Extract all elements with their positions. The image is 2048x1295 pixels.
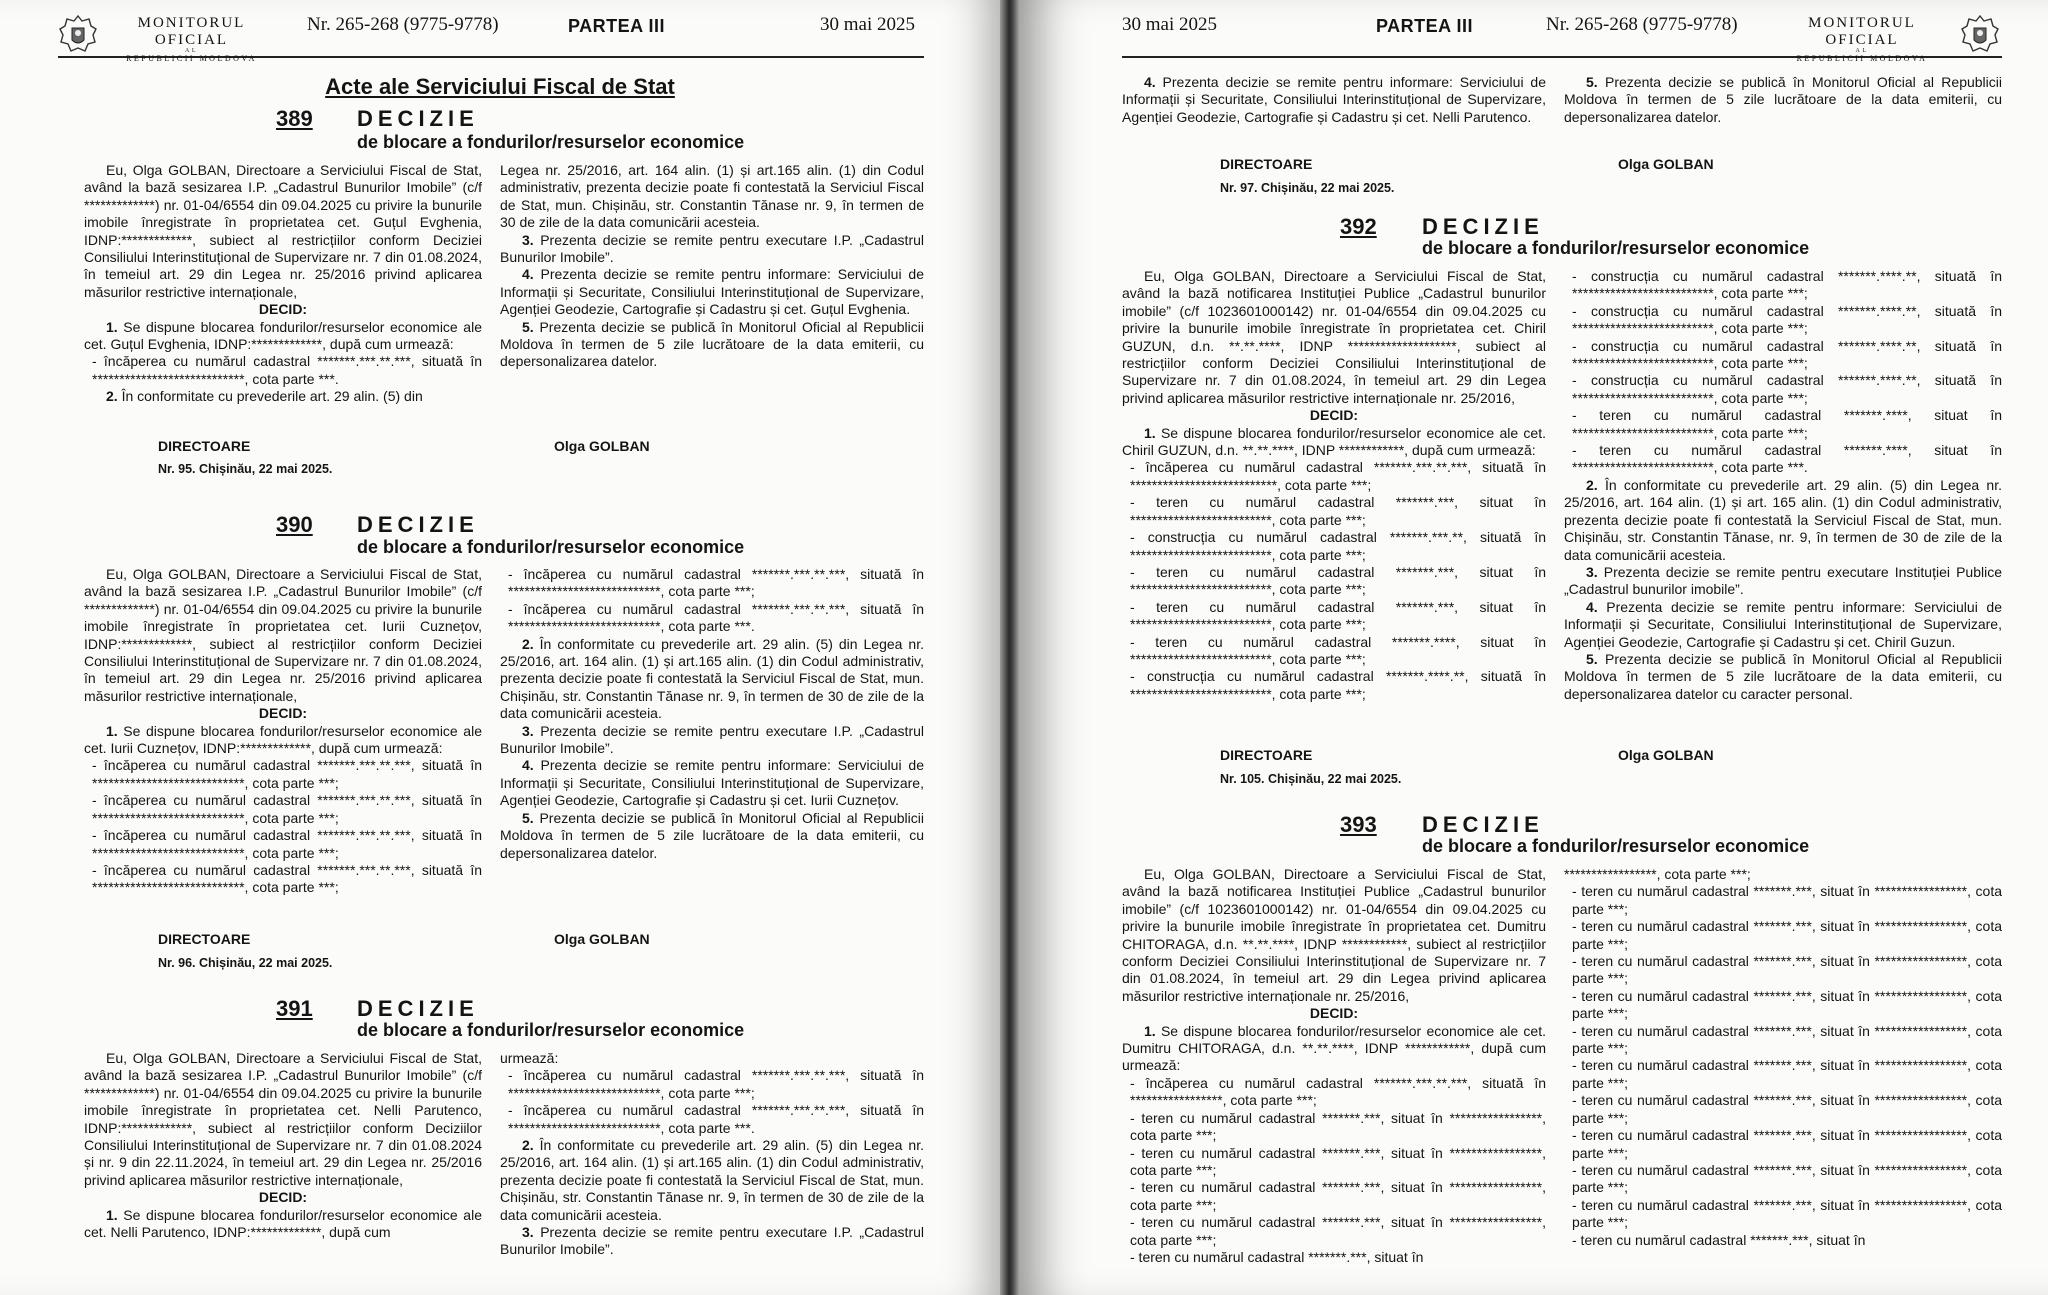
paragraph: Eu, Olga GOLBAN, Directoare a Serviciului Fiscal de Stat, având la bază sesizarea I.P. „Cadastrul Bunurilor Imobile” (c/f *************) nr. 01-04/6554 din 09.04.2025 cu privire la bunurile imobile înregistrate în proprietatea cet. Nelli Parutenco, IDNP:*************, subiect al restricțiilor conform Deciziilor Consiliului Interinstituțional de Supervizare nr. 7 din 01.08.2024 și nr. 9 din 22.11.2024, în temeiul art. 29 din Legea nr. 25/2016 privind aplicarea măsurilor restrictive internaționale, — [84, 1050, 482, 1188]
paragraph: urmează: — [500, 1050, 559, 1066]
list-item: - construcția cu numărul cadastral *******.****.**, situată în **************************, cota parte ***; — [1572, 302, 2002, 337]
part-label: PARTEA III — [568, 16, 666, 36]
decision-number: 389 — [276, 106, 313, 131]
decision-391-continuation-right — [1564, 74, 2002, 126]
list-item: - teren cu numărul cadastral *******.***, situat în **************************, cota parte ***; — [1130, 494, 1546, 528]
paragraph: 1. Se dispune blocarea fondurilor/resurselor economice ale cet. Dumitru CHITORAGA, d.n. **.**.****, IDNP ************, după cum urmează: — [1122, 1022, 1546, 1074]
decision-reference: Nr. 97. Chișinău, 22 mai 2025. — [1220, 181, 1395, 195]
list-item: - teren cu numărul cadastral *******.***, situat în *****************, cota parte ***; — [1572, 1022, 2002, 1057]
paragraph: 2. În conformitate cu prevederile art. 29 alin. (5) din Legea nr. 25/2016, art. 164 alin. (1) și art.165 alin. (1) din Codul administrativ, prezenta decizie poate fi contestată la Serviciul Fiscal de Stat, mun. Chișinău, str. Constantin Tănase nr. 9, în termen de 30 de zile de la data comunicării acesteia. — [500, 635, 924, 722]
list-item: - încăperea cu numărul cadastral *******.***.**.***, situată în ****************************, cota parte ***; — [92, 861, 482, 896]
decision-number: 392 — [1340, 214, 1377, 239]
decision-390-right-column — [500, 566, 924, 862]
paragraph: 5. Prezenta decizie se publică în Monitorul Oficial al Republicii Moldova în termen de 5 zile lucrătoare de la data emiterii, cu depersonalizarea datelor cu caracter personal. — [1564, 650, 2002, 702]
paragraph: 4. Prezenta decizie se remite pentru informare: Serviciului de Informații și Securitate, Consiliului Interinstituțional de Supervizare, Agenției Geodezie, Cartografie și Cadastru și cet. Iurii Cuznețov. — [500, 757, 924, 809]
list-item: - încăperea cu numărul cadastral *******.***.**.***, situată în ****************************, cota parte ***; — [92, 827, 482, 861]
decision-title: DECIZIE — [1422, 214, 1544, 239]
list-item: - încăperea cu numărul cadastral *******.***.**.***, situată în ****************************, cota parte ***. — [508, 600, 924, 635]
list-item: - teren cu numărul cadastral *******.***, situat în *****************, cota parte ***; — [1130, 1144, 1546, 1178]
signatory-role: DIRECTOARE — [1220, 156, 1313, 172]
list-item: - construcția cu numărul cadastral *******.****.**, situată în **************************, cota parte ***; — [1572, 268, 2002, 302]
decision-subtitle: de blocare a fondurilor/resurselor economice — [357, 1020, 745, 1040]
list-item: - teren cu numărul cadastral *******.***, situat în *****************, cota parte ***; — [1572, 1092, 2002, 1126]
decid-heading: DECID: — [258, 301, 308, 318]
list-item: - încăperea cu numărul cadastral *******.***.**.***, situată în ****************************, cota parte ***; — [508, 1067, 924, 1101]
list-item: - teren cu numărul cadastral *******.****, situat în **************************, cota parte ***. — [1572, 442, 2002, 476]
signatory-name: Olga GOLBAN — [554, 438, 650, 454]
paragraph: 3. Prezenta decizie se remite pentru executare I.P. „Cadastrul Bunurilor Imobile”. — [500, 722, 924, 757]
decision-reference: Nr. 96. Chișinău, 22 mai 2025. — [158, 956, 333, 970]
decision-title: DECIZIE — [357, 996, 479, 1021]
decision-number: 393 — [1340, 812, 1377, 837]
masthead-brand — [104, 15, 279, 63]
issue-number: Nr. 265-268 (9775-9778) — [307, 14, 499, 35]
decision-391-left-column — [84, 1050, 482, 1241]
paragraph: 2. În conformitate cu prevederile art. 29 alin. (5) din — [106, 388, 423, 405]
paragraph: 4. Prezenta decizie se remite pentru informare: Serviciului de Informații și Securitate, Consiliului Interinstituțional de Supervizare, Agenției Geodezie, Cartografie și Cadastru și cet. Nelli Parutenco. — [1122, 74, 1546, 125]
brand-sub: REPUBLICII MOLDOVA — [126, 53, 257, 63]
list-item: - teren cu numărul cadastral *******.***, situat în *****************, cota parte ***; — [1572, 987, 2002, 1022]
paragraph: 1. Se dispune blocarea fondurilor/resurselor economice ale cet. Nelli Parutenco, IDNP:*************, după cum — [84, 1206, 482, 1241]
paragraph: Eu, Olga GOLBAN, Directoare a Serviciului Fiscal de Stat, având la bază sesizarea I.P. „Cadastrul Bunurilor Imobile” (c/f *************) nr. 01-04/6554 din 09.04.2025 cu privire la bunurile imobile înregistrate în proprietatea cet. Iurii Cuznețov, IDNP:*************, subiect al restricțiilor conform Deciziei Consiliului Interinstituțional de Supervizare nr. 7 din 01.08.2024, în temeiul art. 29 din Legea nr. 25/2016 privind aplicarea măsurilor restrictive internaționale, — [84, 566, 482, 704]
list-item: - teren cu numărul cadastral *******.***, situat în — [1572, 1231, 1866, 1248]
brand-al: AL — [185, 48, 198, 54]
paragraph: 2. În conformitate cu prevederile art. 29 alin. (5) din Legea nr. 25/2016, art. 164 alin. (1) și art.165 alin. (1) din Codul administrativ, prezenta decizie poate fi contestată la Serviciul Fiscal de Stat, mun. Chișinău, str. Constantin Tănase nr. 9, în termen de 30 de zile de la data comunicării acesteia. — [500, 1137, 924, 1223]
brand-al: AL — [1855, 48, 1869, 54]
decid-heading: DECID: — [1309, 407, 1359, 424]
decision-393-left-column — [1122, 866, 1546, 1266]
list-item: - teren cu numărul cadastral *******.***, situat în *****************, cota parte ***; — [1572, 1127, 2002, 1161]
brand-main: MONITORUL OFICIAL — [1808, 15, 1916, 48]
decision-title: DECIZIE — [357, 106, 479, 131]
signatory-name: Olga GOLBAN — [1618, 747, 1714, 763]
decid-heading: DECID: — [1309, 1005, 1359, 1022]
issue-date: 30 mai 2025 — [1122, 14, 1217, 35]
list-item: - construcția cu numărul cadastral *******.***.**, situată în **************************, cota parte ***; — [1130, 529, 1546, 563]
decision-subtitle: de blocare a fondurilor/resurselor economice — [357, 537, 745, 557]
coat-of-arms-icon — [58, 12, 98, 58]
decid-heading: DECID: — [258, 705, 308, 722]
decision-393-right-column — [1564, 866, 2002, 1249]
list-item: - teren cu numărul cadastral *******.***, situat în **************************, cota parte ***; — [1130, 598, 1546, 633]
decision-number: 391 — [276, 996, 313, 1021]
paragraph: 2. În conformitate cu prevederile art. 29 alin. (5) din Legea nr. 25/2016, art. 164 alin. (1) și art. 165 alin. (1) din Codul administrativ, prezenta decizie poate fi contestată la Serviciul Fiscal de Stat, mun. Chișinău, str. Constantin Tănase, nr. 9, în termen de 30 de zile de la data comunicării acesteia. — [1564, 476, 2002, 563]
list-item: - teren cu numărul cadastral *******.***, situat în *****************, cota parte ***; — [1130, 1214, 1546, 1248]
decid-heading: DECID: — [258, 1189, 308, 1206]
paragraph: Eu, Olga GOLBAN, Directoare a Serviciului Fiscal de Stat, având la bază notificarea Instituției Publice „Cadastrul bunurilor imobile” (c/f 1023601000142) nr. 01-04/6554 din 09.04.2025 cu privire la bunurile imobile înregistrate în proprietatea cet. Chiril GUZUN, d.n. **.**.****, IDNP ********************, subiect al restricțiilor conform Deciziei Consiliului Interinstituțional de Supervizare nr. 7 din 01.08.2024, în temeiul art. 29 din Legea privind aplicarea măsurilor restrictive internaționale nr. 25/2016, — [1122, 268, 1546, 406]
paragraph: 1. Se dispune blocarea fondurilor/resurselor economice ale cet. Iurii Cuznețov, IDNP:*************, după cum urmează: — [84, 722, 482, 757]
signatory-name: Olga GOLBAN — [554, 931, 650, 947]
paragraph: *****************, cota parte ***; — [1564, 866, 1751, 882]
list-item: - teren cu numărul cadastral *******.***, situat în *****************, cota parte ***; — [1572, 883, 2002, 917]
decision-reference: Nr. 95. Chișinău, 22 mai 2025. — [158, 462, 333, 476]
list-item: - construcția cu numărul cadastral *******.****.**, situată în **************************, cota parte ***; — [1572, 337, 2002, 372]
paragraph: 5. Prezenta decizie se publică în Monitorul Oficial al Republicii Moldova în termen de 5 zile lucrătoare de la data emiterii, cu depersonalizarea datelor. — [500, 318, 924, 370]
decision-subtitle: de blocare a fondurilor/resurselor economice — [357, 132, 745, 152]
list-item: - teren cu numărul cadastral *******.***, situat în *****************, cota parte ***; — [1572, 1161, 2002, 1196]
paragraph: Eu, Olga GOLBAN, Directoare a Serviciului Fiscal de Stat, având la bază sesizarea I.P. „Cadastrul Bunurilor Imobile” (c/f *************) nr. 01-04/6554 din 09.04.2025 cu privire la bunurile imobile înregistrate în proprietatea cet. Guțul Evghenia, IDNP:*************, subiect al restricțiilor conform Deciziei Consiliului Interinstituțional de Supervizare nr. 7 din 01.08.2024, în temeiul art. 29 din Legea nr. 25/2016 privind aplicarea măsurilor restrictive internaționale, — [84, 162, 482, 300]
signatory-role: DIRECTOARE — [1220, 747, 1313, 763]
decision-392-right-column — [1564, 268, 2002, 703]
list-item: - încăperea cu numărul cadastral *******.***.**.***, situată în ****************************, cota parte ***; — [92, 792, 482, 826]
decision-390-left-column — [84, 566, 482, 897]
coat-of-arms-icon — [1960, 12, 2000, 58]
decision-title: DECIZIE — [357, 512, 479, 537]
list-item: - încăperea cu numărul cadastral *******.***.**.***, situată în *****************, cota parte ***; — [1130, 1074, 1546, 1109]
decision-subtitle: de blocare a fondurilor/resurselor economice — [1422, 238, 1810, 258]
right-page — [1020, 0, 2048, 1295]
part-label: PARTEA III — [1376, 16, 1474, 36]
paragraph: 3. Prezenta decizie se remite pentru executare I.P. „Cadastrul Bunurilor Imobile”. — [500, 231, 924, 266]
brand-main: MONITORUL OFICIAL — [137, 15, 246, 48]
list-item: - teren cu numărul cadastral *******.***, situat în *****************, cota parte ***; — [1130, 1179, 1546, 1213]
list-item: - construcția cu numărul cadastral *******.****.**, situată în **************************, cota parte ***; — [1572, 372, 2002, 406]
decision-subtitle: de blocare a fondurilor/resurselor economice — [1422, 836, 1810, 856]
list-item: - teren cu numărul cadastral *******.***, situat în *****************, cota parte ***; — [1572, 918, 2002, 952]
list-item: - încăperea cu numărul cadastral *******.***.**.***, situată în ****************************, cota parte ***. — [92, 353, 482, 387]
decision-number: 390 — [276, 512, 313, 537]
paragraph: 5. Prezenta decizie se publică în Monitorul Oficial al Republicii Moldova în termen de 5 zile lucrătoare de la data emiterii, cu depersonalizarea datelor. — [1564, 74, 2002, 125]
brand-sub: REPUBLICII MOLDOVA — [1796, 53, 1928, 63]
book-gutter — [1000, 0, 1020, 1295]
list-item: - construcția cu numărul cadastral *******.****.**, situată în **************************, cota parte ***; — [1130, 668, 1546, 702]
decision-391-right-column — [500, 1050, 924, 1259]
left-page — [0, 0, 1000, 1295]
issue-date: 30 mai 2025 — [820, 14, 915, 35]
list-item: - teren cu numărul cadastral *******.***, situat în *****************, cota parte ***; — [1130, 1109, 1546, 1144]
page-header — [58, 10, 924, 63]
masthead-brand — [1772, 15, 1952, 63]
paragraph: 4. Prezenta decizie se remite pentru informare: Serviciului de Informații și Securitate, Consiliului Interinstituțional de Supervizare, Agenției Geodezie, Cartografie și Cadastru și cet. Chiril Guzun. — [1564, 598, 2002, 650]
list-item: - încăperea cu numărul cadastral *******.***.**.***, situată în ****************************, cota parte ***; — [92, 757, 482, 791]
paragraph: 1. Se dispune blocarea fondurilor/resurselor economice ale cet. Chiril GUZUN, d.n. **.**.****, IDNP ************, după cum urmează: — [1122, 424, 1546, 459]
decision-reference: Nr. 105. Chișinău, 22 mai 2025. — [1220, 772, 1402, 786]
list-item: - încăperea cu numărul cadastral *******.***.**.***, situată în ***************************, cota parte ***; — [1130, 459, 1546, 493]
section-title: Acte ale Serviciului Fiscal de Stat — [325, 74, 675, 99]
signatory-role: DIRECTOARE — [158, 931, 251, 947]
paragraph: Legea nr. 25/2016, art. 164 alin. (1) și art.165 alin. (1) din Codul administrativ, prezenta decizie poate fi contestată la Serviciul Fiscal de Stat, mun. Chișinău, str. Constantin Tănase nr. 9, în termen de 30 de zile de la data comunicării acesteia. — [500, 162, 924, 231]
list-item: - teren cu numărul cadastral *******.***, situat în — [1130, 1248, 1424, 1265]
decision-391-continuation-left — [1122, 74, 1546, 126]
page-header — [1122, 10, 2002, 63]
list-item: - teren cu numărul cadastral *******.****, situat în **************************, cota parte ***; — [1130, 633, 1546, 667]
list-item: - teren cu numărul cadastral *******.***, situat în *****************, cota parte ***; — [1572, 953, 2002, 987]
decision-389-left-column — [84, 162, 482, 406]
paragraph: 3. Prezenta decizie se remite pentru executare Instituției Publice „Cadastrul bunurilor imobile”. — [1564, 563, 2002, 598]
paragraph: Eu, Olga GOLBAN, Directoare a Serviciului Fiscal de Stat, având la bază notificarea Instituției Publice „Cadastrul bunurilor imobile” (c/f 1023601000142) nr. 01-04/6554 din 09.04.2025 cu privire la bunurile imobile înregistrate în proprietatea cet. Dumitru CHITORAGA, d.n. **.**.****, IDNP ************, subiect al restricțiilor conform Deciziei Consiliului Interinstituțional de Supervizare nr. 7 din 01.08.2024, în temeiul art. 29 din Legea privind aplicarea măsurilor restrictive internaționale nr. 25/2016, — [1122, 866, 1546, 1004]
decision-389-right-column — [500, 162, 924, 371]
decision-392-left-column — [1122, 268, 1546, 703]
list-item: - teren cu numărul cadastral *******.****, situat în **************************, cota parte ***; — [1572, 407, 2002, 441]
paragraph: 3. Prezenta decizie se remite pentru executare I.P. „Cadastrul Bunurilor Imobile”. — [500, 1224, 924, 1258]
list-item: - încăperea cu numărul cadastral *******.***.**.***, situată în ****************************, cota parte ***. — [508, 1102, 924, 1136]
list-item: - teren cu numărul cadastral *******.***, situat în *****************, cota parte ***; — [1572, 1057, 2002, 1091]
paragraph: 1. Se dispune blocarea fondurilor/resurselor economice ale cet. Guțul Evghenia, IDNP:*************, după cum urmează: — [84, 318, 482, 353]
decision-title: DECIZIE — [1422, 812, 1544, 837]
paragraph: 4. Prezenta decizie se remite pentru informare: Serviciului de Informații și Securitate, Consiliului Interinstituțional de Supervizare, Agenției Geodezie, Cartografie și Cadastru și cet. Guțul Evghenia. — [500, 266, 924, 318]
paragraph: 5. Prezenta decizie se publică în Monitorul Oficial al Republicii Moldova în termen de 5 zile lucrătoare de la data emiterii, cu depersonalizarea datelor. — [500, 809, 924, 861]
list-item: - teren cu numărul cadastral *******.***, situat în **************************, cota parte ***; — [1130, 563, 1546, 598]
list-item: - teren cu numărul cadastral *******.***, situat în *****************, cota parte ***; — [1572, 1196, 2002, 1231]
issue-number: Nr. 265-268 (9775-9778) — [1546, 14, 1738, 35]
signatory-role: DIRECTOARE — [158, 438, 251, 454]
list-item: - încăperea cu numărul cadastral *******.***.**.***, situată în ****************************, cota parte ***; — [508, 566, 924, 600]
signatory-name: Olga GOLBAN — [1618, 156, 1714, 172]
